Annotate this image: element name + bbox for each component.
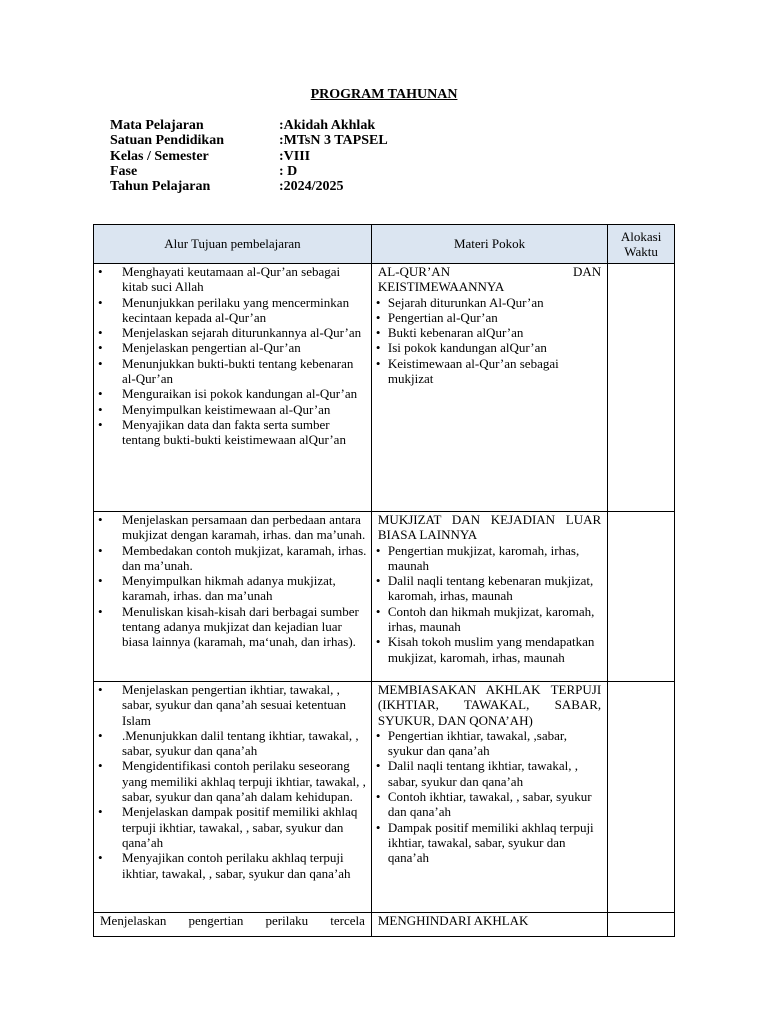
- info-label: Mata Pelajaran: [110, 118, 204, 133]
- info-row: [110, 164, 388, 179]
- time-allocation-cell: [608, 913, 675, 937]
- header-main-material: Materi Pokok: [371, 225, 607, 264]
- objective-item: • Menyajikan contoh perilaku akhlaq terpuji ikhtiar, tawakal, , sabar, syukur dan qana’ah: [94, 850, 367, 881]
- objective-item: • Mengidentifikasi contoh perilaku seseorang yang memiliki akhlaq terpuji ikhtiar, tawakal, , sabar, syukur dan qana’ah dalam kehidupan.: [94, 758, 367, 804]
- objectives-cell: [94, 512, 372, 682]
- material-title: MUKJIZAT DAN KEJADIAN LUAR BIASA LAINNYA: [377, 512, 602, 543]
- objectives-cell: [94, 913, 372, 937]
- info-label: Tahun Pelajaran: [110, 179, 211, 195]
- time-allocation-cell: [608, 264, 675, 512]
- material-cell: [371, 512, 607, 682]
- material-item: • Dalil naqli tentang kebenaran mukjizat, karomah, irhas, maunah: [372, 573, 601, 604]
- material-item: • Dalil naqli tentang ikhtiar, tawakal, , sabar, syukur dan qana’ah: [372, 758, 601, 789]
- objective-item: • Membedakan contoh mukjizat, karamah, irhas. dan ma’unah.: [94, 543, 367, 574]
- info-label: Kelas / Semester: [110, 148, 209, 164]
- info-row: [110, 118, 388, 133]
- info-value: : D: [279, 163, 298, 179]
- time-allocation-cell: [608, 682, 675, 913]
- info-label: Fase: [110, 163, 138, 179]
- info-row: [110, 133, 388, 148]
- objective-text: Menjelaskan pengertian perilaku tercela: [100, 913, 365, 928]
- info-row: [110, 179, 388, 194]
- material-title: MENGHINDARI AKHLAK: [377, 913, 529, 928]
- header-time-allocation: Alokasi Waktu: [608, 225, 675, 264]
- objective-item: • Menunjukkan perilaku yang mencerminkan kecintaan kepada al-Qur’an: [94, 295, 367, 326]
- material-cell: [371, 913, 607, 937]
- objective-item: • Menyimpulkan keistimewaan al-Qur’an: [94, 402, 367, 417]
- info-value: :VIII: [279, 148, 311, 164]
- material-item: • Pengertian al-Qur’an: [372, 310, 601, 325]
- material-title: MEMBIASAKAN AKHLAK TERPUJI (IKHTIAR, TAWAKAL, SABAR, SYUKUR, DAN QONA’AH): [377, 682, 602, 728]
- material-item: • Bukti kebenaran alQur’an: [372, 325, 601, 340]
- material-item: • Sejarah diturunkan Al-Qur’an: [372, 295, 601, 310]
- objective-item: • Menyajikan data dan fakta serta sumber tentang bukti-bukti keistimewaan alQur’an: [94, 417, 367, 448]
- objective-item: • Menyimpulkan hikmah adanya mukjizat, karamah, irhas. dan ma’unah: [94, 573, 367, 604]
- material-item: • Kisah tokoh muslim yang mendapatkan mukjizat, karomah, irhas, maunah: [372, 634, 601, 665]
- objective-item: • Menjelaskan pengertian al-Qur’an: [94, 340, 367, 355]
- objectives-cell: [94, 682, 372, 913]
- time-allocation-cell: [608, 512, 675, 682]
- objective-item: • Menghayati keutamaan al-Qur’an sebagai kitab suci Allah: [94, 264, 367, 295]
- program-table: [93, 224, 675, 937]
- document-info: [110, 118, 388, 194]
- objective-item: • Menjelaskan sejarah diturunkannya al-Qur’an: [94, 325, 367, 340]
- material-item: • Pengertian mukjizat, karomah, irhas, maunah: [372, 543, 601, 574]
- material-item: • Contoh ikhtiar, tawakal, , sabar, syukur dan qana’ah: [372, 789, 601, 820]
- material-item: • Pengertian ikhtiar, tawakal, ,sabar, syukur dan qana’ah: [372, 728, 601, 759]
- info-value: :Akidah Akhlak: [279, 118, 376, 133]
- page-title: PROGRAM TAHUNAN: [310, 87, 458, 102]
- objective-item: • Menunjukkan bukti-bukti tentang kebenaran al-Qur’an: [94, 356, 367, 387]
- material-item: • Contoh dan hikmah mukjizat, karomah, irhas, maunah: [372, 604, 601, 635]
- objective-item: • Menguraikan isi pokok kandungan al-Qur’an: [94, 386, 367, 401]
- objective-item: • Menuliskan kisah-kisah dari berbagai sumber tentang adanya mukjizat dan kejadian luar biasa lainnya (karamah, ma‘unah, dan irhas).: [94, 604, 367, 650]
- objective-item: • Menjelaskan dampak positif memiliki akhlaq terpuji ikhtiar, tawakal, , sabar, syukur dan qana’ah: [94, 804, 367, 850]
- objectives-cell: [94, 264, 372, 512]
- header-learning-objectives: Alur Tujuan pembelajaran: [94, 225, 372, 264]
- material-cell: [371, 264, 607, 512]
- table-row: [94, 913, 675, 937]
- info-value: :2024/2025: [279, 179, 344, 195]
- material-item: • Keistimewaan al-Qur’an sebagai mukjizat: [372, 356, 601, 387]
- material-item: • Dampak positif memiliki akhlaq terpuji ikhtiar, tawakal, sabar, syukur dan qana’ah: [372, 820, 601, 866]
- objective-item: • Menjelaskan persamaan dan perbedaan antara mukjizat dengan karamah, irhas. dan ma’unah.: [94, 512, 367, 543]
- info-row: [110, 149, 388, 164]
- info-label: Satuan Pendidikan: [110, 133, 224, 149]
- table-row: [94, 512, 675, 682]
- table-row: [94, 682, 675, 913]
- material-cell: [371, 682, 607, 913]
- table-row: [94, 264, 675, 512]
- objective-item: • Menjelaskan pengertian ikhtiar, tawakal, , sabar, syukur dan qana’ah sesuai ketentuan Islam: [94, 682, 367, 728]
- material-title-text: AL-QUR’AN DAN KEISTIMEWAANNYA: [377, 264, 602, 295]
- table-header-row: [94, 225, 675, 264]
- objective-item: • .Menunjukkan dalil tentang ikhtiar, tawakal, , sabar, syukur dan qana’ah: [94, 728, 367, 759]
- info-value: :MTsN 3 TAPSEL: [279, 133, 388, 149]
- material-item: • Isi pokok kandungan alQur’an: [372, 340, 601, 355]
- material-title: [372, 264, 607, 295]
